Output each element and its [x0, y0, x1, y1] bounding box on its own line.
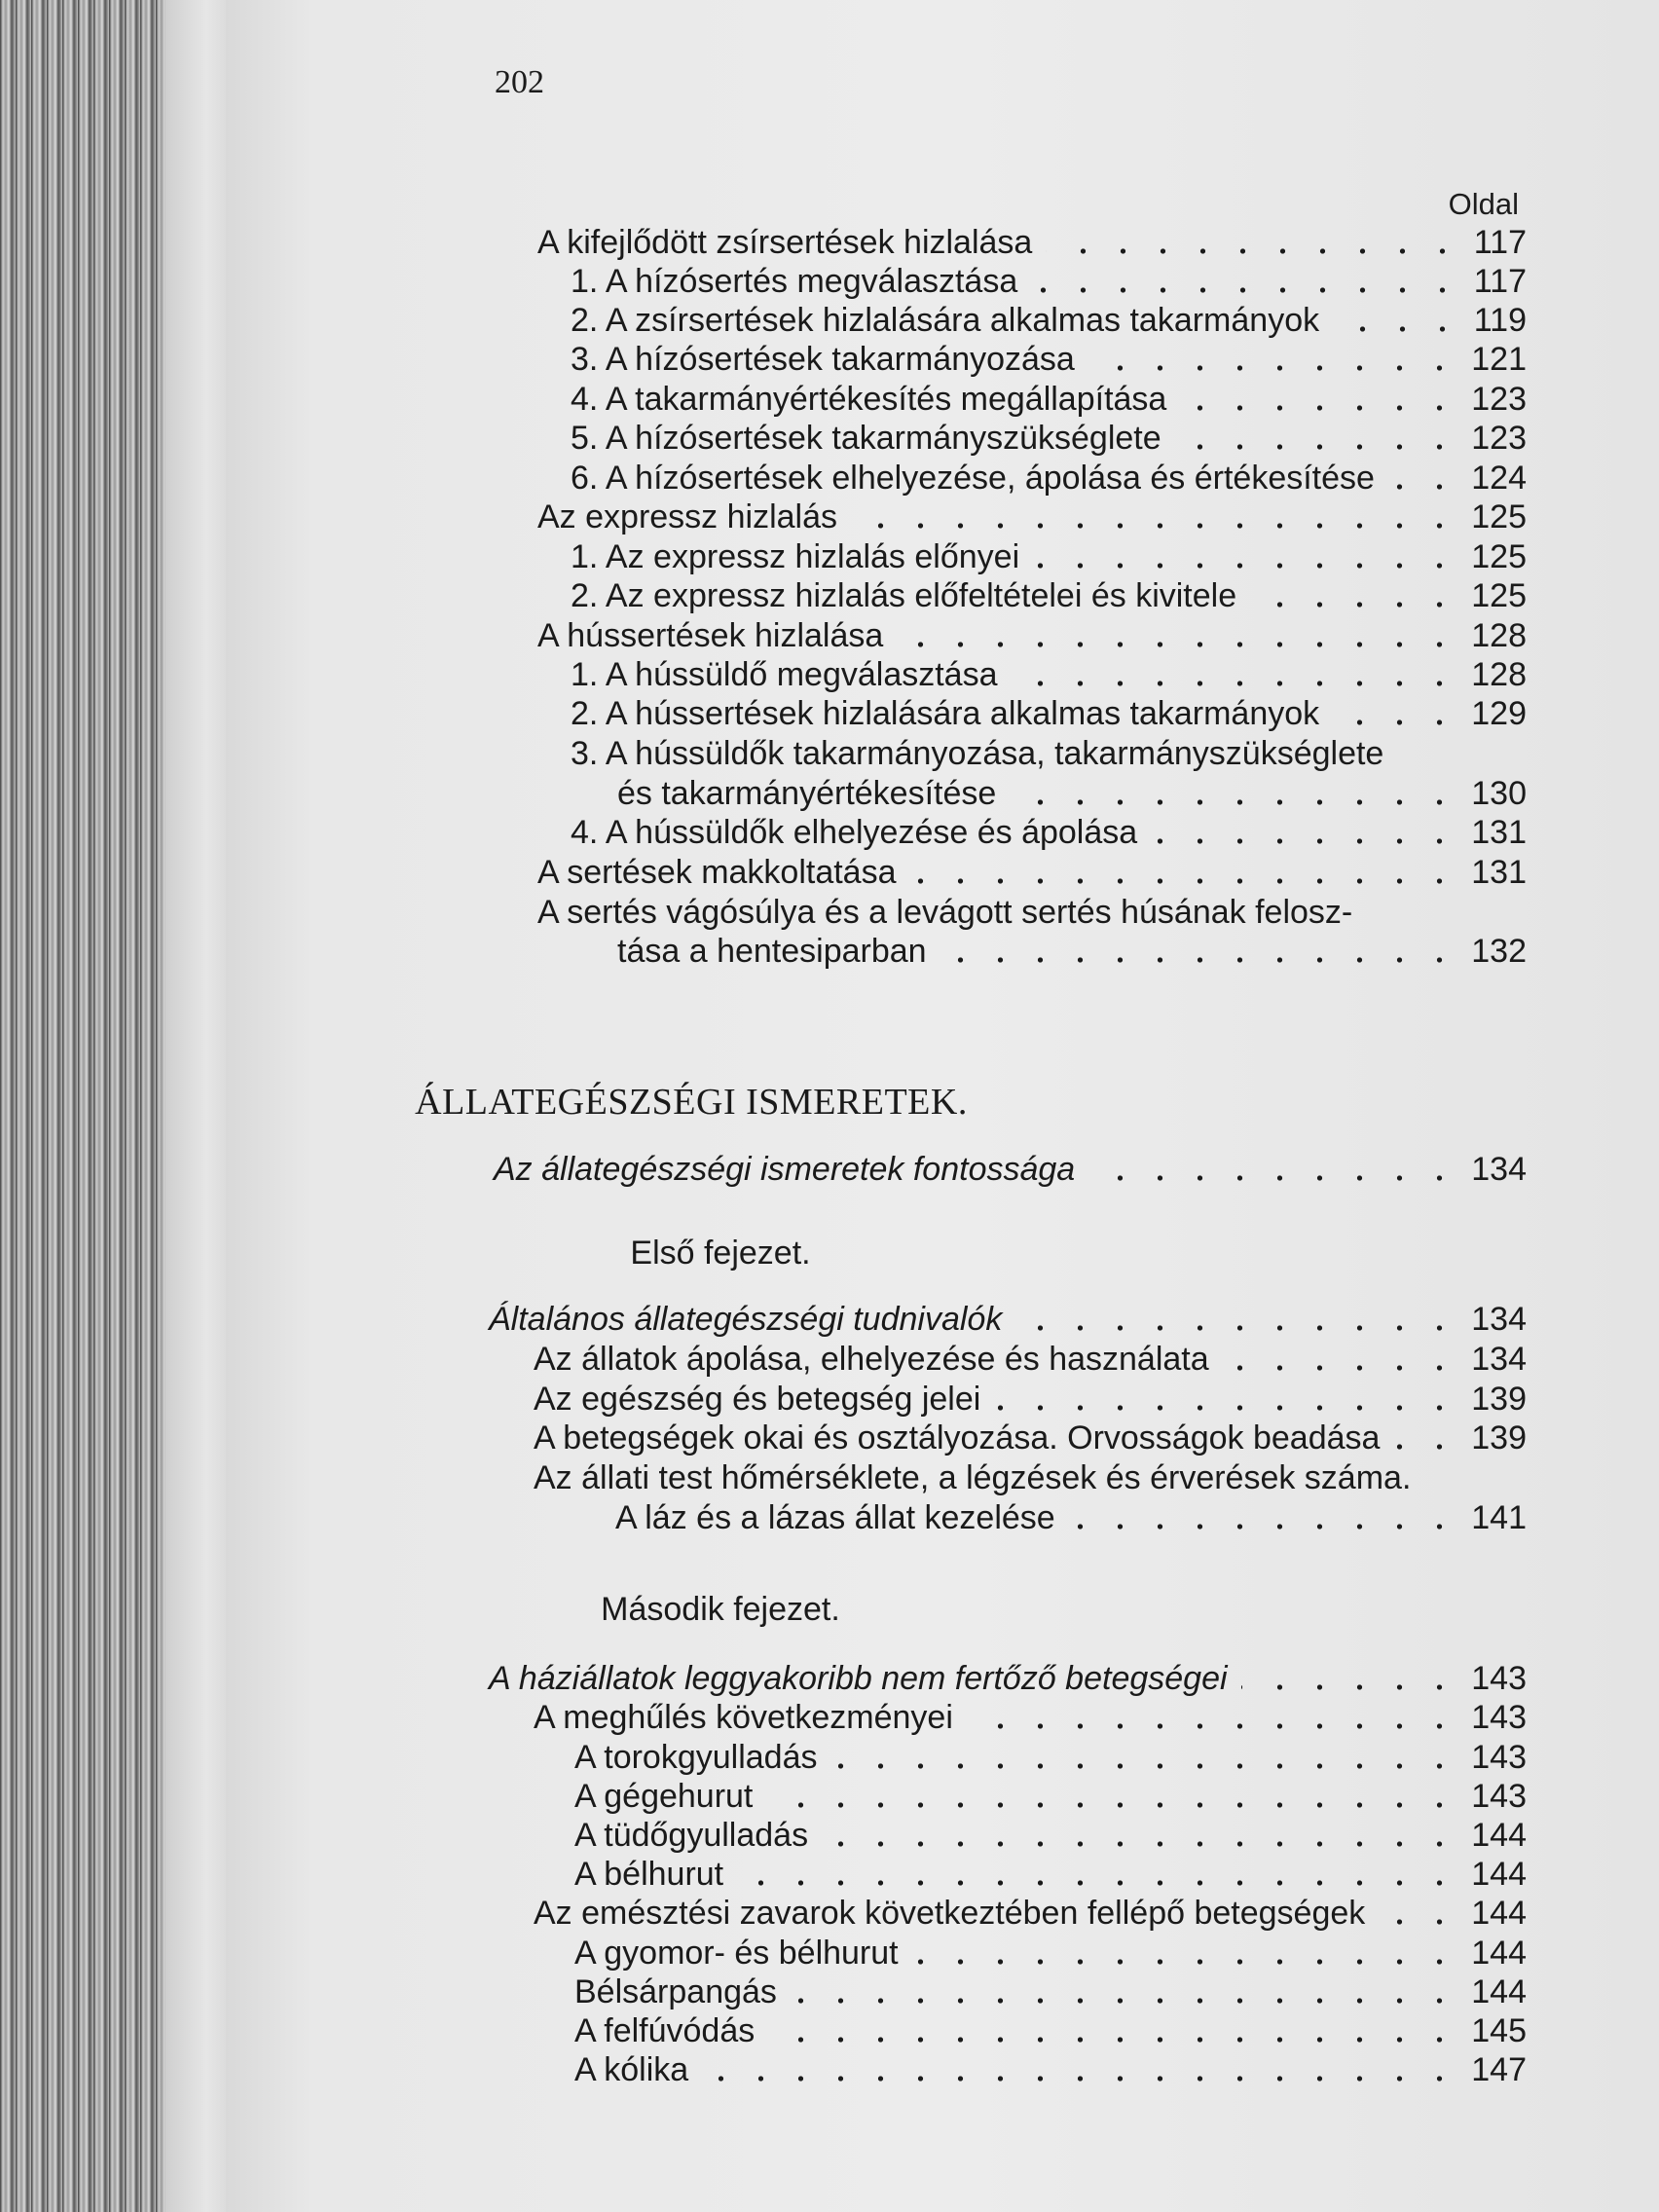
toc-entry-title: A tüdőgyulladás: [574, 1817, 809, 1854]
toc-entry-title: A kólika: [574, 2051, 689, 2088]
dot-leader: [1175, 444, 1459, 450]
toc-entry-title: 1. Az expressz hizlalás előnyei: [571, 538, 1020, 575]
toc-entry-title: A gégehurut: [574, 1778, 754, 1815]
dot-leader: [1333, 719, 1459, 725]
dot-leader: [1379, 1919, 1459, 1925]
dot-leader: [1151, 838, 1459, 844]
toc-entry-page: 123: [1471, 381, 1527, 418]
toc-entry: [534, 1895, 1527, 1932]
toc-entry-page: 147: [1471, 2051, 1527, 2088]
chapter-title: Második fejezet.: [601, 1591, 840, 1628]
toc-entry-page: 144: [1471, 1935, 1527, 1972]
toc-entry-page: 119: [1473, 302, 1527, 339]
toc-entry-title: A betegségek okai és osztályozása. Orvosságok beadása: [534, 1419, 1381, 1456]
toc-entry-title: 6. A hízósertések elhelyezése, ápolása és értékesítése: [571, 460, 1375, 497]
toc-entry: [537, 224, 1527, 261]
dot-leader: [910, 878, 1459, 884]
toc-entry-page: 128: [1471, 617, 1527, 654]
toc-entry-title: 3. A hússüldők takarmányozása, takarmányszükséglete: [571, 735, 1384, 772]
toc-entry-page: 139: [1471, 1381, 1527, 1418]
toc-entry: [571, 538, 1527, 575]
dot-leader: [967, 1723, 1459, 1729]
toc-entry-page: 117: [1473, 263, 1527, 300]
toc-entry-page: 139: [1471, 1419, 1527, 1456]
toc-entry: [571, 460, 1527, 497]
toc-entry: [534, 1459, 1527, 1496]
toc-entry: [574, 1856, 1527, 1893]
toc-entry-page: 134: [1471, 1341, 1527, 1378]
toc-entry-page: 131: [1471, 814, 1527, 851]
toc-entry: [574, 1817, 1527, 1854]
toc-entry: [534, 1699, 1527, 1736]
toc-entry-page: 144: [1471, 1856, 1527, 1893]
dot-leader: [1031, 287, 1462, 293]
toc-entry-page: 121: [1471, 341, 1527, 378]
toc-entry-title: tása a hentesiparban: [617, 933, 927, 970]
toc-entry-title: A háziállatok leggyakoribb nem fertőző betegségei: [489, 1660, 1228, 1697]
toc-entry-page: 134: [1471, 1301, 1527, 1338]
toc-entry-page: 144: [1471, 1817, 1527, 1854]
toc-entry-page: 134: [1471, 1151, 1527, 1188]
toc-entry-page: 128: [1471, 656, 1527, 693]
toc-entry-title: 1. A hússüldő megválasztása: [571, 656, 998, 693]
toc-entry-title: 1. A hízósertés megválasztása: [571, 263, 1018, 300]
toc-entry-title: A hússertések hizlalása: [537, 617, 884, 654]
toc-entry-title: 2. Az expressz hizlalás előfeltételei és kivitele: [571, 577, 1237, 614]
dot-leader: [768, 2037, 1459, 2043]
toc-entry: [615, 1499, 1527, 1536]
dot-leader: [1069, 1524, 1459, 1530]
dot-leader: [1393, 1444, 1459, 1450]
toc-entry: [494, 1151, 1527, 1188]
toc-entry-title: A kifejlődött zsírsertések hizlalása: [537, 224, 1033, 261]
toc-entry-title: Az állatok ápolása, elhelyezése és használata: [534, 1341, 1209, 1378]
dot-leader: [1250, 602, 1459, 608]
dot-leader: [766, 1802, 1459, 1808]
toc-entry: [537, 617, 1527, 654]
toc-entry-page: 130: [1471, 775, 1527, 812]
toc-entry: [537, 854, 1527, 891]
dot-leader: [851, 523, 1459, 529]
toc-entry-page: 144: [1471, 1973, 1527, 2010]
toc-entry-title: A láz és a lázas állat kezelése: [615, 1499, 1055, 1536]
toc-entry: [617, 775, 1527, 812]
toc-entry-page: 141: [1471, 1499, 1527, 1536]
dot-leader: [1241, 1684, 1459, 1690]
toc-entry-page: 117: [1473, 224, 1527, 261]
toc-entry-title: 2. A hússertések hizlalására alkalmas takarmányok: [571, 695, 1320, 732]
toc-entry-page: 143: [1471, 1660, 1527, 1697]
toc-entry: [571, 302, 1527, 339]
toc-entry: [534, 1341, 1527, 1378]
dot-leader: [737, 1880, 1459, 1886]
toc-entry: [571, 577, 1527, 614]
dot-leader: [1088, 1175, 1459, 1181]
dot-leader: [994, 1405, 1459, 1411]
toc-entry: [571, 341, 1527, 378]
toc-entry-page: 125: [1471, 498, 1527, 535]
page-number: 202: [495, 64, 544, 100]
toc-entry: [537, 498, 1527, 535]
toc-entry-page: 131: [1471, 854, 1527, 891]
toc-entry: [574, 2051, 1527, 2088]
toc-entry: [534, 1381, 1527, 1418]
dot-leader: [897, 642, 1459, 647]
dot-leader: [1088, 365, 1459, 371]
toc-entry-title: 4. A takarmányértékesítés megállapítása: [571, 381, 1167, 418]
toc-entry: [574, 1739, 1527, 1776]
toc-entry: [574, 1935, 1527, 1972]
toc-entry-page: 143: [1471, 1739, 1527, 1776]
toc-entry: [571, 420, 1527, 457]
toc-entry-title: A sertések makkoltatása: [537, 854, 897, 891]
toc-entry: [489, 1660, 1527, 1697]
toc-entry-title: Általános állategészségi tudnivalók: [489, 1301, 1003, 1338]
toc-entry-title: Az egészség és betegség jelei: [534, 1381, 981, 1418]
toc-entry: [571, 263, 1527, 300]
dot-leader: [822, 1841, 1459, 1847]
toc-entry: [489, 1301, 1527, 1338]
toc-entry: [574, 1778, 1527, 1815]
toc-entry-title: Az állategészségi ismeretek fontossága: [494, 1151, 1076, 1188]
dot-leader: [912, 1959, 1459, 1965]
toc-entry-page: 125: [1471, 577, 1527, 614]
chapter-title: Első fejezet.: [630, 1235, 811, 1272]
toc-entry: [574, 1973, 1527, 2010]
toc-entry-title: Az állati test hőmérséklete, a légzések és érverések száma.: [534, 1459, 1412, 1496]
dot-leader: [1015, 1325, 1459, 1331]
dot-leader: [831, 1763, 1459, 1769]
dot-leader: [702, 2076, 1459, 2082]
toc-entry-title: 3. A hízósertések takarmányozása: [571, 341, 1075, 378]
toc-entry-title: 4. A hússüldők elhelyezése és ápolása: [571, 814, 1138, 851]
toc-entry-title: Az emésztési zavarok következtében fellépő betegségek: [534, 1895, 1366, 1932]
toc-entry-title: 5. A hízósertések takarmányszükséglete: [571, 420, 1161, 457]
dot-leader: [1046, 248, 1462, 254]
toc-entry: [617, 933, 1527, 970]
toc-entry-page: 144: [1471, 1895, 1527, 1932]
toc-entry-page: 123: [1471, 420, 1527, 457]
toc-entry-title: és takarmányértékesítése: [617, 775, 997, 812]
toc-entry: [571, 695, 1527, 732]
toc-entry: [534, 1419, 1527, 1456]
toc-entry-title: A meghűlés következményei: [534, 1699, 953, 1736]
toc-entry-page: 145: [1471, 2012, 1527, 2049]
toc-entry: [574, 2012, 1527, 2049]
dot-leader: [791, 1998, 1459, 2004]
toc-entry-title: Bélsárpangás: [574, 1973, 777, 2010]
toc-entry-page: 143: [1471, 1778, 1527, 1815]
toc-entry-page: 125: [1471, 538, 1527, 575]
toc-entry: [571, 656, 1527, 693]
toc-entry-page: 129: [1471, 695, 1527, 732]
toc-entry-title: Az expressz hizlalás: [537, 498, 838, 535]
toc-entry-page: 143: [1471, 1699, 1527, 1736]
page-column-label: Oldal: [1448, 187, 1519, 221]
toc-entry: [571, 381, 1527, 418]
toc-entry-title: A gyomor- és bélhurut: [574, 1935, 899, 1972]
dot-leader: [1333, 326, 1462, 332]
section-heading: ÁLLATEGÉSZSÉGI ISMERETEK.: [415, 1082, 968, 1123]
dot-leader: [940, 957, 1459, 963]
dot-leader: [1033, 563, 1459, 569]
dot-leader: [1012, 681, 1459, 686]
dot-leader: [1180, 405, 1459, 411]
toc-entry-title: A torokgyulladás: [574, 1739, 818, 1776]
dot-leader: [1388, 484, 1459, 490]
toc-entry-page: 132: [1471, 933, 1527, 970]
dot-leader: [1223, 1365, 1459, 1371]
toc-entry: [537, 894, 1527, 931]
dot-leader: [1010, 799, 1459, 805]
toc-entry-title: A felfúvódás: [574, 2012, 756, 2049]
toc-entry-title: A bélhurut: [574, 1856, 724, 1893]
toc-entry-title: A sertés vágósúlya és a levágott sertés húsának felosz-: [537, 894, 1353, 931]
toc-entry-title: 2. A zsírsertések hizlalására alkalmas takarmányok: [571, 302, 1320, 339]
toc-entry: [571, 735, 1527, 772]
toc-entry: [571, 814, 1527, 851]
toc-entry-page: 124: [1471, 460, 1527, 497]
